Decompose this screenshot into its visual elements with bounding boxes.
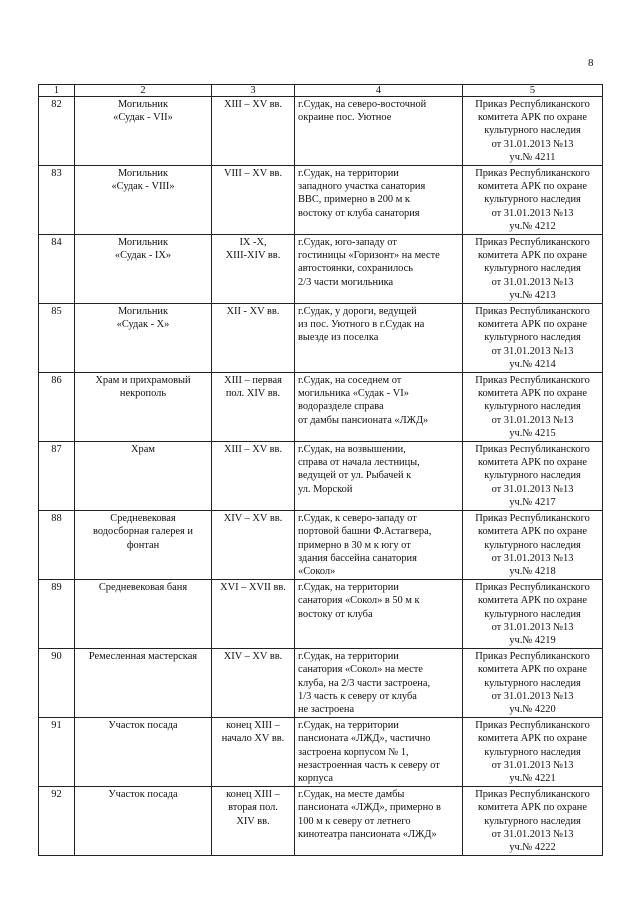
object-name: Ремесленная мастерская xyxy=(75,649,212,718)
registration-document: Приказ Республиканского комитета АРК по охране культурного наследия от 31.01.2013 №13 уч.№ 4219 xyxy=(463,580,603,649)
object-name: Могильник «Судак - IX» xyxy=(75,235,212,304)
row-number: 83 xyxy=(39,166,75,235)
table-row xyxy=(39,649,603,718)
row-number: 89 xyxy=(39,580,75,649)
row-number: 91 xyxy=(39,718,75,787)
dating: VIII – XV вв. xyxy=(212,166,295,235)
dating: конец XIII – начало XV вв. xyxy=(212,718,295,787)
dating: XIII – XV вв. xyxy=(212,97,295,166)
object-name: Средневековая баня xyxy=(75,580,212,649)
table-row xyxy=(39,580,603,649)
dating: IX -X, XIII-XIV вв. xyxy=(212,235,295,304)
location-description: г.Судак, у дороги, ведущей из пос. Уютного в г.Судак на выезде из поселка xyxy=(295,304,463,373)
registration-document: Приказ Республиканского комитета АРК по охране культурного наследия от 31.01.2013 №13 уч.№ 4215 xyxy=(463,373,603,442)
registration-document: Приказ Республиканского комитета АРК по охране культурного наследия от 31.01.2013 №13 уч.№ 4217 xyxy=(463,442,603,511)
registration-document: Приказ Республиканского комитета АРК по охране культурного наследия от 31.01.2013 №13 уч.№ 4212 xyxy=(463,166,603,235)
table-row xyxy=(39,511,603,580)
object-name: Средневековая водосборная галерея и фонтан xyxy=(75,511,212,580)
column-header: 1 xyxy=(39,85,75,97)
table-row xyxy=(39,235,603,304)
registration-document: Приказ Республиканского комитета АРК по охране культурного наследия от 31.01.2013 №13 уч.№ 4220 xyxy=(463,649,603,718)
registration-document: Приказ Республиканского комитета АРК по охране культурного наследия от 31.01.2013 №13 уч.№ 4211 xyxy=(463,97,603,166)
row-number: 92 xyxy=(39,787,75,856)
location-description: г.Судак, на территории пансионата «ЛЖД», частично застроена корпусом № 1, незастроенная часть к северу от корпуса xyxy=(295,718,463,787)
table-row xyxy=(39,166,603,235)
row-number: 85 xyxy=(39,304,75,373)
column-header: 2 xyxy=(75,85,212,97)
location-description: г.Судак, на территории санатория «Сокол» на месте клуба, на 2/3 части застроена, 1/3 часть к северу от клуба не застроена xyxy=(295,649,463,718)
page-number: 8 xyxy=(588,57,594,69)
row-number: 84 xyxy=(39,235,75,304)
object-name: Храм и прихрамовый некрополь xyxy=(75,373,212,442)
column-header: 3 xyxy=(212,85,295,97)
location-description: г.Судак, на территории санатория «Сокол» в 50 м к востоку от клуба xyxy=(295,580,463,649)
column-header: 5 xyxy=(463,85,603,97)
object-name: Могильник «Судак - VIII» xyxy=(75,166,212,235)
location-description: г.Судак, к северо-западу от портовой башни Ф.Астагвера, примерно в 30 м к югу от здания бассейна санатория «Сокол» xyxy=(295,511,463,580)
location-description: г.Судак, на возвышении, справа от начала лестницы, ведущей от ул. Рыбачей к ул. Морской xyxy=(295,442,463,511)
table-row xyxy=(39,373,603,442)
dating: XII - XV вв. xyxy=(212,304,295,373)
table-row xyxy=(39,97,603,166)
row-number: 88 xyxy=(39,511,75,580)
row-number: 82 xyxy=(39,97,75,166)
object-name: Участок посада xyxy=(75,718,212,787)
table-row xyxy=(39,442,603,511)
object-name: Участок посада xyxy=(75,787,212,856)
registration-document: Приказ Республиканского комитета АРК по охране культурного наследия от 31.01.2013 №13 уч.№ 4221 xyxy=(463,718,603,787)
object-name: Могильник «Судак - VII» xyxy=(75,97,212,166)
dating: XIII – первая пол. XIV вв. xyxy=(212,373,295,442)
location-description: г.Судак, на территории западного участка санатория ВВС, примерно в 200 м к востоку от клуба санатория xyxy=(295,166,463,235)
registration-document: Приказ Республиканского комитета АРК по охране культурного наследия от 31.01.2013 №13 уч.№ 4214 xyxy=(463,304,603,373)
dating: XIII – XV вв. xyxy=(212,442,295,511)
location-description: г.Судак, на соседнем от могильника «Судак - VI» водоразделе справа от дамбы пансионата «ЛЖД» xyxy=(295,373,463,442)
object-name: Могильник «Судак - X» xyxy=(75,304,212,373)
row-number: 86 xyxy=(39,373,75,442)
dating: XVI – XVII вв. xyxy=(212,580,295,649)
location-description: г.Судак, на северо-восточной окраине пос. Уютное xyxy=(295,97,463,166)
dating: XIV – XV вв. xyxy=(212,649,295,718)
heritage-registry-table xyxy=(38,84,603,856)
registration-document: Приказ Республиканского комитета АРК по охране культурного наследия от 31.01.2013 №13 уч.№ 4222 xyxy=(463,787,603,856)
table-row xyxy=(39,718,603,787)
column-header: 4 xyxy=(295,85,463,97)
table-row xyxy=(39,787,603,856)
registration-document: Приказ Республиканского комитета АРК по охране культурного наследия от 31.01.2013 №13 уч.№ 4213 xyxy=(463,235,603,304)
registration-document: Приказ Республиканского комитета АРК по охране культурного наследия от 31.01.2013 №13 уч.№ 4218 xyxy=(463,511,603,580)
row-number: 87 xyxy=(39,442,75,511)
location-description: г.Судак, на месте дамбы пансионата «ЛЖД», примерно в 100 м к северу от летнего кинотеатра пансионата «ЛЖД» xyxy=(295,787,463,856)
dating: конец XIII – вторая пол. XIV вв. xyxy=(212,787,295,856)
row-number: 90 xyxy=(39,649,75,718)
object-name: Храм xyxy=(75,442,212,511)
dating: XIV – XV вв. xyxy=(212,511,295,580)
table-row xyxy=(39,304,603,373)
location-description: г.Судак, юго-западу от гостиницы «Горизонт» на месте автостоянки, сохранилось 2/3 части могильника xyxy=(295,235,463,304)
table-header-row xyxy=(39,85,603,97)
